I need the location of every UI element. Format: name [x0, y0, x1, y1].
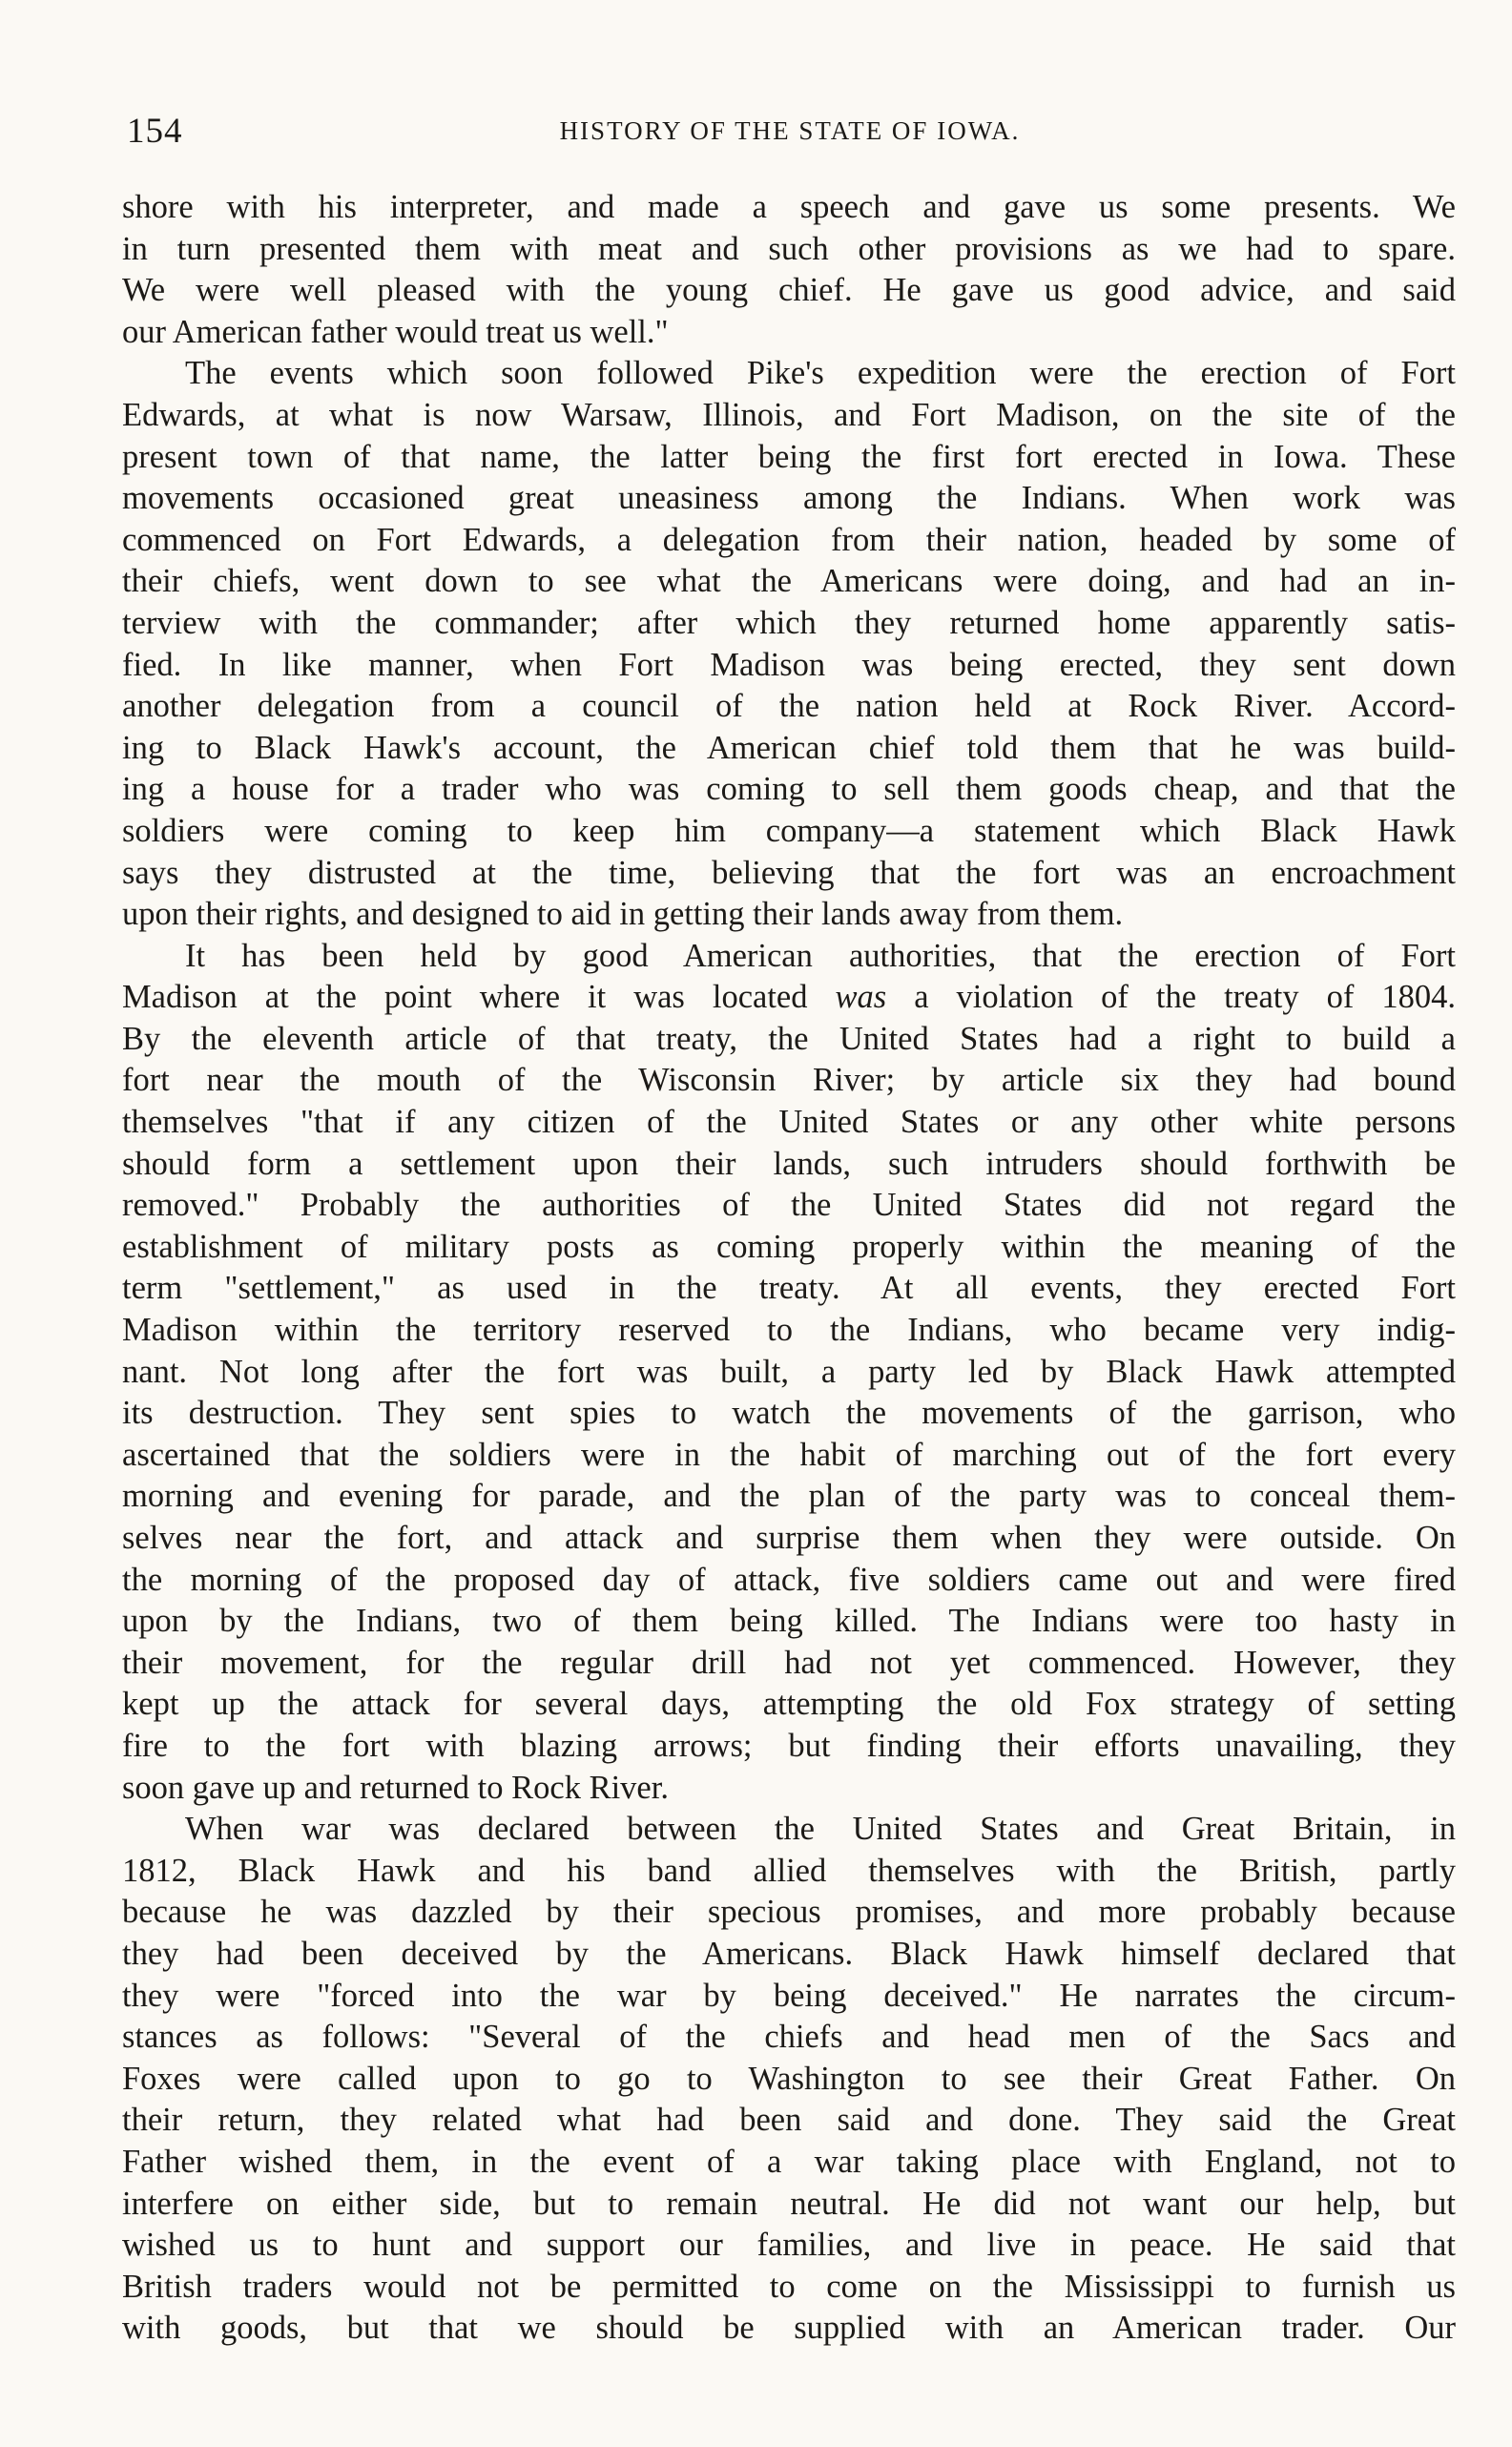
text-line: because he was dazzled by their specious promises, and more probably because — [122, 1894, 1456, 1931]
text-line: upon their rights, and designed to aid in getting their lands away from them. — [122, 896, 1124, 933]
text-line: ing a house for a trader who was coming to sell them goods cheap, and that the — [122, 771, 1456, 808]
text-line: When war was declared between the United States and Great Britain, in — [185, 1811, 1456, 1848]
text-line: fire to the fort with blazing arrows; but finding their efforts unavailing, they — [122, 1727, 1456, 1764]
text-line: British traders would not be permitted to come on the Mississippi to furnish us — [122, 2268, 1456, 2305]
text-line: terview with the commander; after which they returned home apparently satis- — [122, 604, 1456, 641]
text-line: selves near the fort, and attack and surprise them when they were outside. On — [122, 1520, 1456, 1556]
text-segment: Madison at the point where it was located — [122, 979, 808, 1016]
text-line: the morning of the proposed day of attack, five soldiers came out and were fired — [122, 1561, 1456, 1598]
text-line: shore with his interpreter, and made a speech and gave us some presents. We — [122, 189, 1456, 225]
text-line: morning and evening for parade, and the plan of the party was to conceal them- — [122, 1478, 1456, 1515]
text-line: fort near the mouth of the Wisconsin River; by article six they had bound — [122, 1062, 1456, 1099]
text-line: interfere on either side, but to remain neutral. He did not want our help, but — [122, 2185, 1456, 2222]
running-head — [127, 111, 1453, 160]
text-line: their return, they related what had been said and done. They said the Great — [122, 2102, 1456, 2139]
text-segment: a violation of the treaty of 1804. — [914, 979, 1456, 1016]
text-line: establishment of military posts as coming properly within the meaning of the — [122, 1228, 1456, 1265]
text-line: upon by the Indians, two of them being killed. The Indians were too hasty in — [122, 1603, 1456, 1640]
text-line: We were well pleased with the young chief. He gave us good advice, and said — [122, 272, 1456, 309]
body-text — [122, 187, 1456, 2350]
text-line: their chiefs, went down to see what the Americans were doing, and had an in- — [122, 563, 1456, 600]
text-line: soon gave up and returned to Rock River. — [122, 1769, 669, 1806]
text-line: term "settlement," as used in the treaty. At all events, they erected Fort — [122, 1270, 1456, 1307]
text-line: themselves "that if any citizen of the United States or any other white persons — [122, 1104, 1456, 1141]
italic-emphasis: was — [835, 979, 887, 1016]
text-line: wished us to hunt and support our families, and live in peace. He said that — [122, 2227, 1456, 2264]
text-line: ascertained that the soldiers were in the habit of marching out of the fort every — [122, 1436, 1456, 1473]
text-line: Foxes were called upon to go to Washington to see their Great Father. On — [122, 2060, 1456, 2097]
running-title: HISTORY OF THE STATE OF IOWA. — [559, 116, 1021, 145]
text-line: present town of that name, the latter being the first fort erected in Iowa. These — [122, 438, 1456, 475]
text-line: its destruction. They sent spies to watch the movements of the garrison, who — [122, 1395, 1456, 1432]
text-line: removed." Probably the authorities of the United States did not regard the — [122, 1187, 1456, 1224]
text-line: soldiers were coming to keep him company—a statement which Black Hawk — [122, 812, 1456, 849]
text-line: another delegation from a council of the nation held at Rock River. Accord- — [122, 688, 1456, 725]
text-line: It has been held by good American authorities, that the erection of Fort — [185, 937, 1456, 974]
text-line-mixed — [122, 977, 1456, 1019]
text-line: says they distrusted at the time, believing that the fort was an encroachment — [122, 854, 1456, 891]
text-line: their movement, for the regular drill had not yet commenced. However, they — [122, 1644, 1456, 1681]
text-line: in turn presented them with meat and such other provisions as we had to spare. — [122, 230, 1456, 267]
text-line: nant. Not long after the fort was built, a party led by Black Hawk attempted — [122, 1353, 1456, 1390]
text-line: Edwards, at what is now Warsaw, Illinois, and Fort Madison, on the site of the — [122, 396, 1456, 433]
text-line: ing to Black Hawk's account, the American chief told them that he was build- — [122, 729, 1456, 766]
text-line: should form a settlement upon their lands, such intruders should forthwith be — [122, 1145, 1456, 1182]
text-line: movements occasioned great uneasiness among the Indians. When work was — [122, 480, 1456, 517]
text-line: commenced on Fort Edwards, a delegation from their nation, headed by some of — [122, 521, 1456, 558]
text-line: they had been deceived by the Americans. Black Hawk himself declared that — [122, 1935, 1456, 1972]
text-line: they were "forced into the war by being deceived." He narrates the circum- — [122, 1977, 1456, 2014]
text-line: Madison within the territory reserved to the Indians, who became very indig- — [122, 1312, 1456, 1349]
text-line: By the eleventh article of that treaty, the United States had a right to build a — [122, 1020, 1456, 1057]
text-line: 1812, Black Hawk and his band allied themselves with the British, partly — [122, 1852, 1456, 1889]
text-line: our American father would treat us well." — [122, 313, 669, 350]
page-number: 154 — [127, 112, 183, 151]
text-line: Father wished them, in the event of a war taking place with England, not to — [122, 2143, 1456, 2180]
text-line: stances as follows: "Several of the chiefs and head men of the Sacs and — [122, 2019, 1456, 2056]
text-line: kept up the attack for several days, attempting the old Fox strategy of setting — [122, 1686, 1456, 1723]
text-line: with goods, but that we should be supplied with an American trader. Our — [122, 2310, 1456, 2347]
text-line: fied. In like manner, when Fort Madison was being erected, they sent down — [122, 646, 1456, 683]
text-line: The events which soon followed Pike's expedition were the erection of Fort — [185, 355, 1456, 392]
